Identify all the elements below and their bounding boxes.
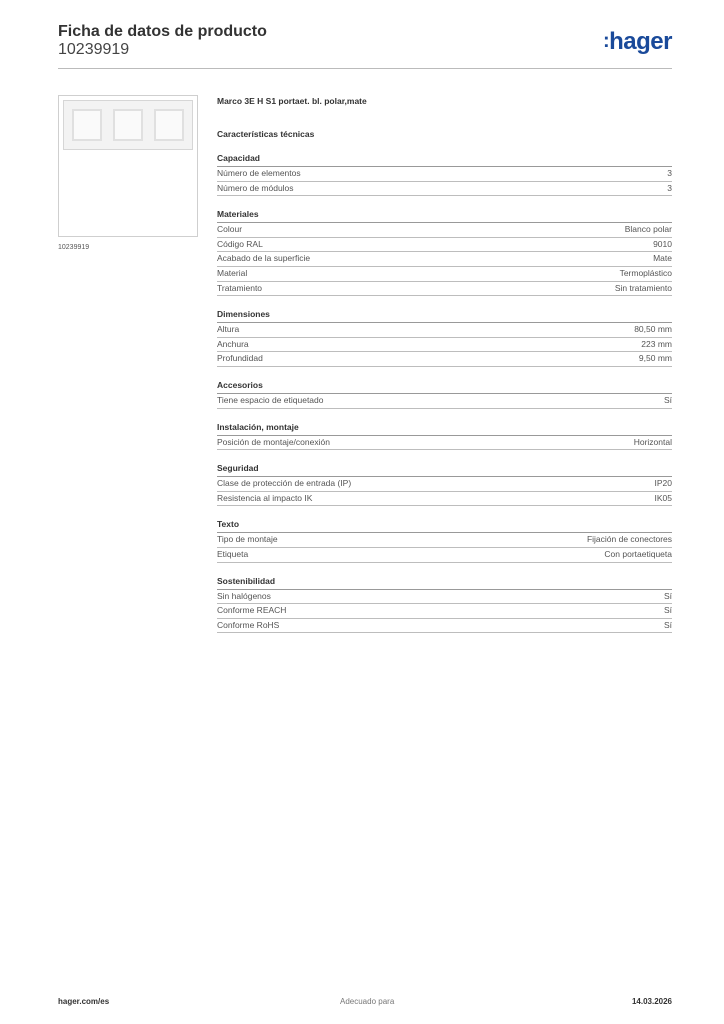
frame-opening [72, 109, 102, 141]
spec-row [217, 619, 672, 634]
spec-row [217, 548, 672, 563]
spec-value: Fijación de conectores [586, 534, 672, 545]
spec-row [217, 338, 672, 353]
spec-group [217, 379, 672, 409]
spec-label: Material [217, 267, 248, 278]
spec-label: Anchura [217, 338, 249, 349]
spec-value: 80,50 mm [634, 324, 672, 335]
spec-group-title: Capacidad [217, 152, 672, 167]
image-caption: 10239919 [58, 244, 90, 251]
spec-value: Sí [663, 394, 672, 405]
spec-label: Conforme REACH [217, 605, 287, 616]
footer-center-text: Adecuado para [340, 997, 395, 1006]
spec-row [217, 394, 672, 409]
spec-value: Sí [663, 619, 672, 630]
spec-value: Sí [663, 590, 672, 601]
spec-row [217, 182, 672, 197]
product-image [58, 95, 198, 237]
spec-value: 3 [667, 168, 672, 178]
product-name: Marco 3E H S1 portaet. bl. polar,mate [217, 96, 367, 106]
spec-group-title: Sostenibilidad [217, 575, 672, 590]
spec-value: 9,50 mm [638, 353, 672, 364]
spec-value: IK05 [654, 492, 672, 503]
product-number: 10239919 [58, 41, 130, 58]
spec-row [217, 167, 672, 182]
spec-group [217, 208, 672, 296]
spec-label: Número de módulos [217, 182, 294, 193]
spec-label: Colour [217, 224, 243, 235]
spec-row [217, 533, 672, 548]
spec-value: Mate [653, 253, 672, 264]
spec-label: Clase de protección de entrada (IP) [217, 478, 352, 489]
spec-value: Con portaetiqueta [604, 548, 672, 559]
logo-colon-icon: : [602, 30, 610, 52]
spec-row [217, 282, 672, 297]
document-title: Ficha de datos de producto [58, 23, 267, 40]
spec-group [217, 152, 672, 196]
spec-content [217, 95, 672, 633]
logo-text: hager [609, 28, 672, 55]
spec-label: Etiqueta [217, 548, 249, 559]
spec-group [217, 308, 672, 367]
frame-illustration [63, 100, 193, 150]
spec-value: 3 [667, 182, 672, 193]
spec-group-title: Dimensiones [217, 308, 672, 323]
spec-groups [217, 152, 672, 633]
spec-row [217, 492, 672, 507]
header-divider [58, 68, 672, 69]
spec-group-title: Instalación, montaje [217, 421, 672, 436]
spec-group-title: Accesorios [217, 379, 672, 394]
spec-row [217, 238, 672, 253]
spec-label: Conforme RoHS [217, 619, 280, 630]
spec-group [217, 518, 672, 562]
spec-row [217, 323, 672, 338]
spec-group-title: Materiales [217, 208, 672, 223]
spec-label: Número de elementos [217, 168, 301, 178]
spec-row [217, 223, 672, 238]
frame-opening [154, 109, 184, 141]
spec-row [217, 604, 672, 619]
spec-value: Blanco polar [624, 224, 672, 235]
spec-label: Posición de montaje/conexión [217, 436, 330, 447]
spec-row [217, 477, 672, 492]
spec-label: Tratamiento [217, 282, 263, 293]
spec-group [217, 462, 672, 506]
page-header [58, 22, 672, 59]
spec-row [217, 252, 672, 267]
hager-logo [603, 28, 672, 55]
spec-label: Tiene espacio de etiquetado [217, 394, 324, 405]
footer-website: hager.com/es [58, 997, 110, 1006]
spec-row [217, 352, 672, 367]
spec-value: Sí [663, 605, 672, 616]
spec-label: Profundidad [217, 353, 263, 364]
spec-value: 9010 [653, 238, 672, 249]
spec-label: Sin halógenos [217, 590, 271, 601]
spec-value: IP20 [654, 478, 672, 489]
spec-value: Sin tratamiento [614, 282, 672, 293]
footer-date: 14.03.2026 [631, 997, 672, 1006]
spec-row [217, 590, 672, 605]
spec-row [217, 436, 672, 451]
spec-group-title: Seguridad [217, 462, 672, 477]
spec-group-title: Texto [217, 518, 672, 533]
spec-group [217, 575, 672, 634]
spec-value: 223 mm [641, 338, 672, 349]
spec-value: Horizontal [633, 436, 672, 447]
frame-opening [113, 109, 143, 141]
section-heading: Características técnicas [217, 129, 315, 139]
spec-label: Resistencia al impacto IK [217, 492, 313, 503]
spec-label: Tipo de montaje [217, 534, 278, 545]
spec-group [217, 421, 672, 451]
spec-label: Código RAL [217, 238, 263, 249]
spec-value: Termoplástico [619, 267, 672, 278]
spec-row [217, 267, 672, 282]
spec-label: Acabado de la superficie [217, 253, 311, 264]
spec-label: Altura [217, 324, 240, 335]
